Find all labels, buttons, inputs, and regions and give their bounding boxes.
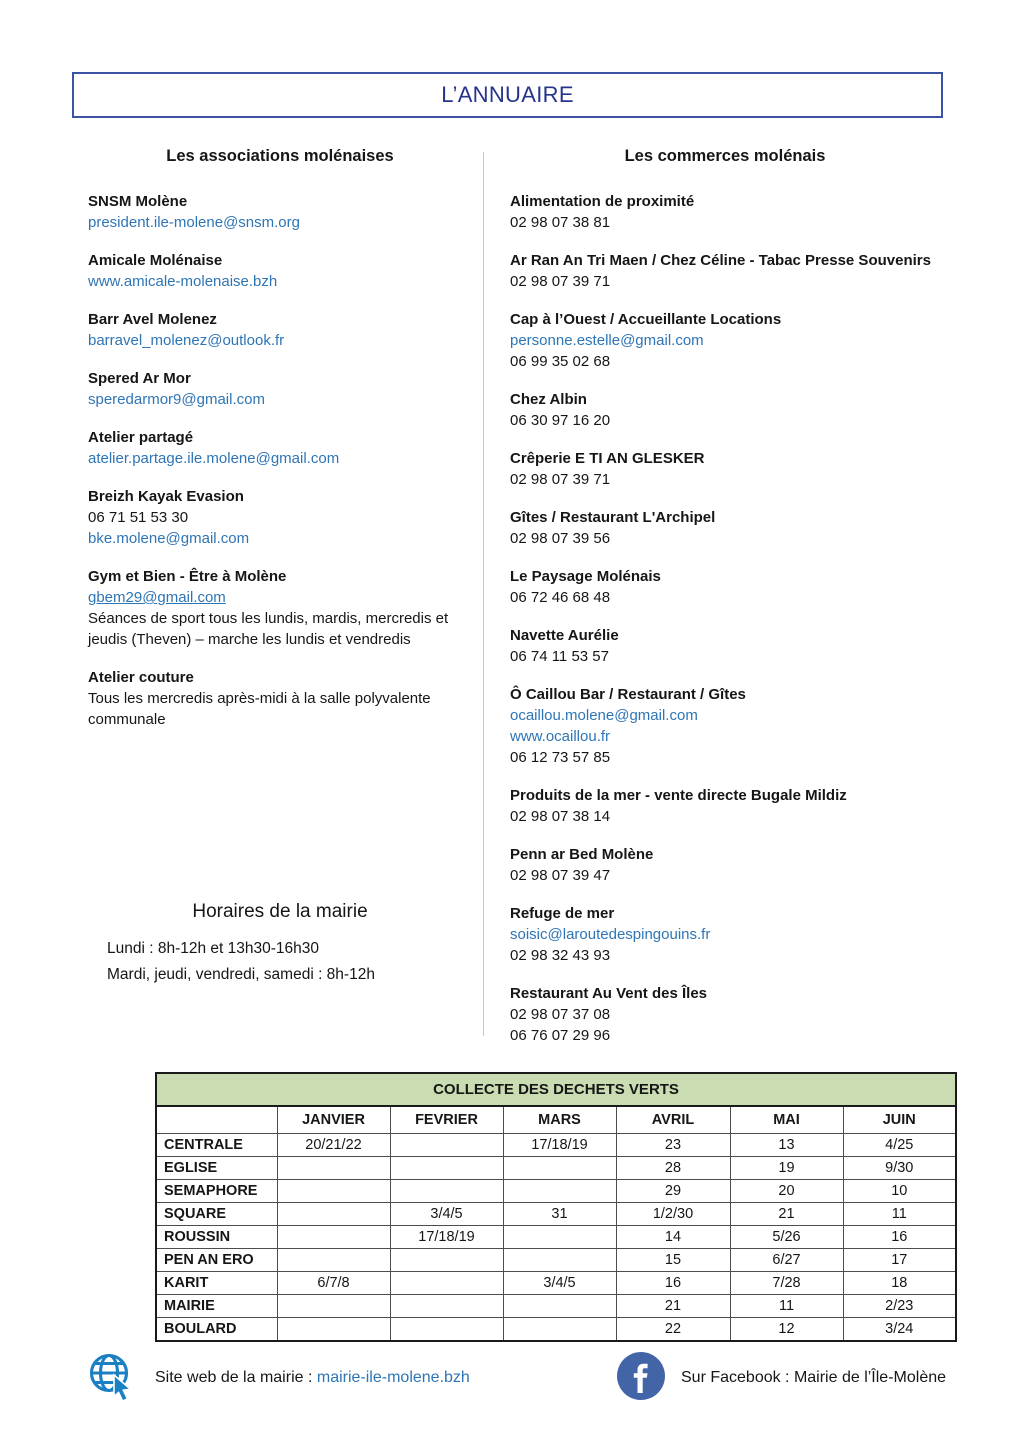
value-cell: 13 [730,1134,843,1157]
table-title-row [156,1073,956,1106]
value-cell [390,1249,503,1272]
value-cell [503,1249,616,1272]
entry-phone: 02 98 07 38 81 [510,214,611,231]
value-cell: 21 [616,1295,730,1318]
value-cell: 17 [843,1249,956,1272]
month-header: MAI [730,1106,843,1134]
commerces-heading: Les commerces molénais [624,147,826,165]
entry-name: Le Paysage Molénais [510,568,661,585]
value-cell [503,1295,616,1318]
associations-list [88,191,480,747]
entry-name: Cap à l’Ouest / Accueillante Locations [510,311,782,328]
entry-name: Chez Albin [510,391,587,408]
table-row [156,1249,956,1272]
value-cell [503,1318,616,1342]
entry-link[interactable]: www.amicale-molenaise.bzh [88,273,278,290]
location-cell: EGLISE [156,1157,277,1180]
horaires-section [88,901,472,988]
directory-entry [88,309,480,351]
entry-phone: 02 98 07 39 47 [510,867,611,884]
value-cell [277,1180,390,1203]
value-cell: 3/4/5 [503,1272,616,1295]
value-cell: 16 [616,1272,730,1295]
title-box [72,72,943,118]
location-header [156,1106,277,1134]
directory-entry [510,566,960,608]
directory-entry [88,368,480,410]
directory-entry [510,507,960,549]
table-row [156,1226,956,1249]
directory-entry [510,389,960,431]
directory-entry [510,448,960,490]
entry-phone: 06 76 07 29 96 [510,1027,611,1044]
entry-name: Penn ar Bed Molène [510,846,654,863]
value-cell [277,1226,390,1249]
entry-phone: 06 71 51 53 30 [88,509,189,526]
entry-name: Navette Aurélie [510,627,619,644]
entry-phone: 02 98 07 39 56 [510,530,611,547]
value-cell [277,1318,390,1342]
entry-phone: 02 98 32 43 93 [510,947,611,964]
value-cell: 5/26 [730,1226,843,1249]
entry-phone: 06 99 35 02 68 [510,353,611,370]
value-cell [390,1180,503,1203]
value-cell: 6/27 [730,1249,843,1272]
value-cell: 15 [616,1249,730,1272]
site-link[interactable]: mairie-ile-molene.bzh [316,1369,470,1386]
value-cell [390,1295,503,1318]
directory-entry [510,684,960,768]
value-cell: 9/30 [843,1157,956,1180]
directory-entry [510,309,960,372]
entry-phone: 02 98 07 39 71 [510,471,611,488]
directory-entry [510,250,960,292]
horaires-line: Mardi, jeudi, vendredi, samedi : 8h-12h [107,966,375,983]
directory-entry [88,250,480,292]
value-cell [277,1157,390,1180]
horaires-line: Lundi : 8h-12h et 13h30-16h30 [107,940,320,957]
value-cell: 1/2/30 [616,1203,730,1226]
entry-link[interactable]: bke.molene@gmail.com [88,530,250,547]
value-cell: 22 [616,1318,730,1342]
value-cell [503,1157,616,1180]
month-header: FEVRIER [390,1106,503,1134]
month-header: JANVIER [277,1106,390,1134]
entry-phone: 06 72 46 68 48 [510,589,611,606]
site-label: Site web de la mairie : [155,1369,317,1386]
value-cell: 19 [730,1157,843,1180]
directory-entry [88,191,480,233]
value-cell: 28 [616,1157,730,1180]
directory-entry [88,566,480,650]
location-cell: SEMAPHORE [156,1180,277,1203]
entry-name: Gîtes / Restaurant L'Archipel [510,509,716,526]
location-cell: SQUARE [156,1203,277,1226]
globe-with-cursor-icon [86,1350,138,1404]
entry-name: Spered Ar Mor [88,370,191,387]
value-cell: 29 [616,1180,730,1203]
table-row [156,1272,956,1295]
value-cell: 3/24 [843,1318,956,1342]
entry-name: Restaurant Au Vent des Îles [510,985,708,1002]
entry-phone: 02 98 07 39 71 [510,273,611,290]
entry-phone: 06 12 73 57 85 [510,749,611,766]
value-cell [277,1203,390,1226]
value-cell: 11 [730,1295,843,1318]
value-cell [390,1157,503,1180]
entry-name: Barr Avel Molenez [88,311,217,328]
table-row [156,1134,956,1157]
entry-name: Gym et Bien - Être à Molène [88,568,287,585]
directory-entry [510,191,960,233]
entry-name: Breizh Kayak Evasion [88,488,244,505]
entry-phone: 02 98 07 38 14 [510,808,611,825]
month-header: MARS [503,1106,616,1134]
month-header: AVRIL [616,1106,730,1134]
entry-name: Crêperie E TI AN GLESKER [510,450,705,467]
entry-name: SNSM Molène [88,193,188,210]
value-cell: 17/18/19 [503,1134,616,1157]
value-cell: 20/21/22 [277,1134,390,1157]
site-text [155,1369,470,1387]
entry-name: Alimentation de proximité [510,193,695,210]
facebook-icon[interactable] [617,1352,665,1400]
location-cell: MAIRIE [156,1295,277,1318]
location-cell: KARIT [156,1272,277,1295]
directory-entry [510,983,960,1046]
collecte-table [155,1072,957,1342]
directory-entry [88,667,480,730]
entry-link[interactable]: speredarmor9@gmail.com [88,391,265,408]
column-divider [483,152,484,1036]
directory-entry [510,844,960,886]
commerces-list [510,191,960,1063]
table-body [156,1134,956,1342]
value-cell: 14 [616,1226,730,1249]
value-cell [503,1180,616,1203]
value-cell: 3/4/5 [390,1203,503,1226]
facebook-text: Sur Facebook : Mairie de l’Île-Molène [681,1369,947,1386]
value-cell: 18 [843,1272,956,1295]
directory-entry [510,785,960,827]
directory-entry [510,625,960,667]
location-cell: PEN AN ERO [156,1249,277,1272]
horaires-heading: Horaires de la mairie [192,901,368,922]
value-cell: 7/28 [730,1272,843,1295]
entry-note: Séances de sport tous les lundis, mardis, mercredis et jeudis (Theven) – marche les lundis et vendredis [88,610,449,648]
value-cell: 17/18/19 [390,1226,503,1249]
entry-name: Ô Caillou Bar / Restaurant / Gîtes [510,686,746,703]
entry-link[interactable]: barravel_molenez@outlook.fr [88,332,285,349]
value-cell: 21 [730,1203,843,1226]
page-title: L’ANNUAIRE [441,82,574,107]
directory-entry [88,427,480,469]
value-cell [390,1272,503,1295]
entry-link[interactable]: www.ocaillou.fr [510,728,611,745]
location-cell: CENTRALE [156,1134,277,1157]
table-row [156,1203,956,1226]
value-cell: 2/23 [843,1295,956,1318]
table-title: COLLECTE DES DECHETS VERTS [156,1073,956,1106]
entry-name: Ar Ran An Tri Maen / Chez Céline - Tabac Presse Souvenirs [510,252,931,269]
entry-name: Produits de la mer - vente directe Bugale Mildiz [510,787,847,804]
associations-heading: Les associations molénaises [166,147,394,165]
month-header: JUIN [843,1106,956,1134]
table-row [156,1295,956,1318]
table-row [156,1180,956,1203]
entry-link[interactable]: atelier.partage.ile.molene@gmail.com [88,450,340,467]
entry-link[interactable]: president.ile-molene@snsm.org [88,214,300,231]
value-cell: 16 [843,1226,956,1249]
entry-link[interactable]: gbem29@gmail.com [88,589,226,606]
value-cell [503,1226,616,1249]
location-cell: ROUSSIN [156,1226,277,1249]
value-cell: 4/25 [843,1134,956,1157]
entry-name: Refuge de mer [510,905,615,922]
entry-name: Atelier couture [88,669,194,686]
entry-link[interactable]: personne.estelle@gmail.com [510,332,704,349]
table-row [156,1157,956,1180]
value-cell: 11 [843,1203,956,1226]
value-cell: 12 [730,1318,843,1342]
entry-note: Tous les mercredis après-midi à la salle polyvalente communale [88,690,431,728]
entry-name: Amicale Molénaise [88,252,223,269]
table-row [156,1318,956,1342]
entry-name: Atelier partagé [88,429,194,446]
value-cell: 20 [730,1180,843,1203]
entry-phone: 02 98 07 37 08 [510,1006,611,1023]
entry-phone: 06 74 11 53 57 [510,648,609,665]
entry-phone: 06 30 97 16 20 [510,412,611,429]
value-cell: 10 [843,1180,956,1203]
months-header-row [156,1106,956,1134]
entry-link[interactable]: soisic@laroutedespingouins.fr [510,926,711,943]
entry-link[interactable]: ocaillou.molene@gmail.com [510,707,698,724]
value-cell [277,1295,390,1318]
directory-entry [510,903,960,966]
value-cell: 6/7/8 [277,1272,390,1295]
directory-entry [88,486,480,549]
horaires-lines [88,936,472,988]
value-cell [390,1134,503,1157]
value-cell [277,1249,390,1272]
value-cell: 31 [503,1203,616,1226]
value-cell: 23 [616,1134,730,1157]
location-cell: BOULARD [156,1318,277,1342]
value-cell [390,1318,503,1342]
